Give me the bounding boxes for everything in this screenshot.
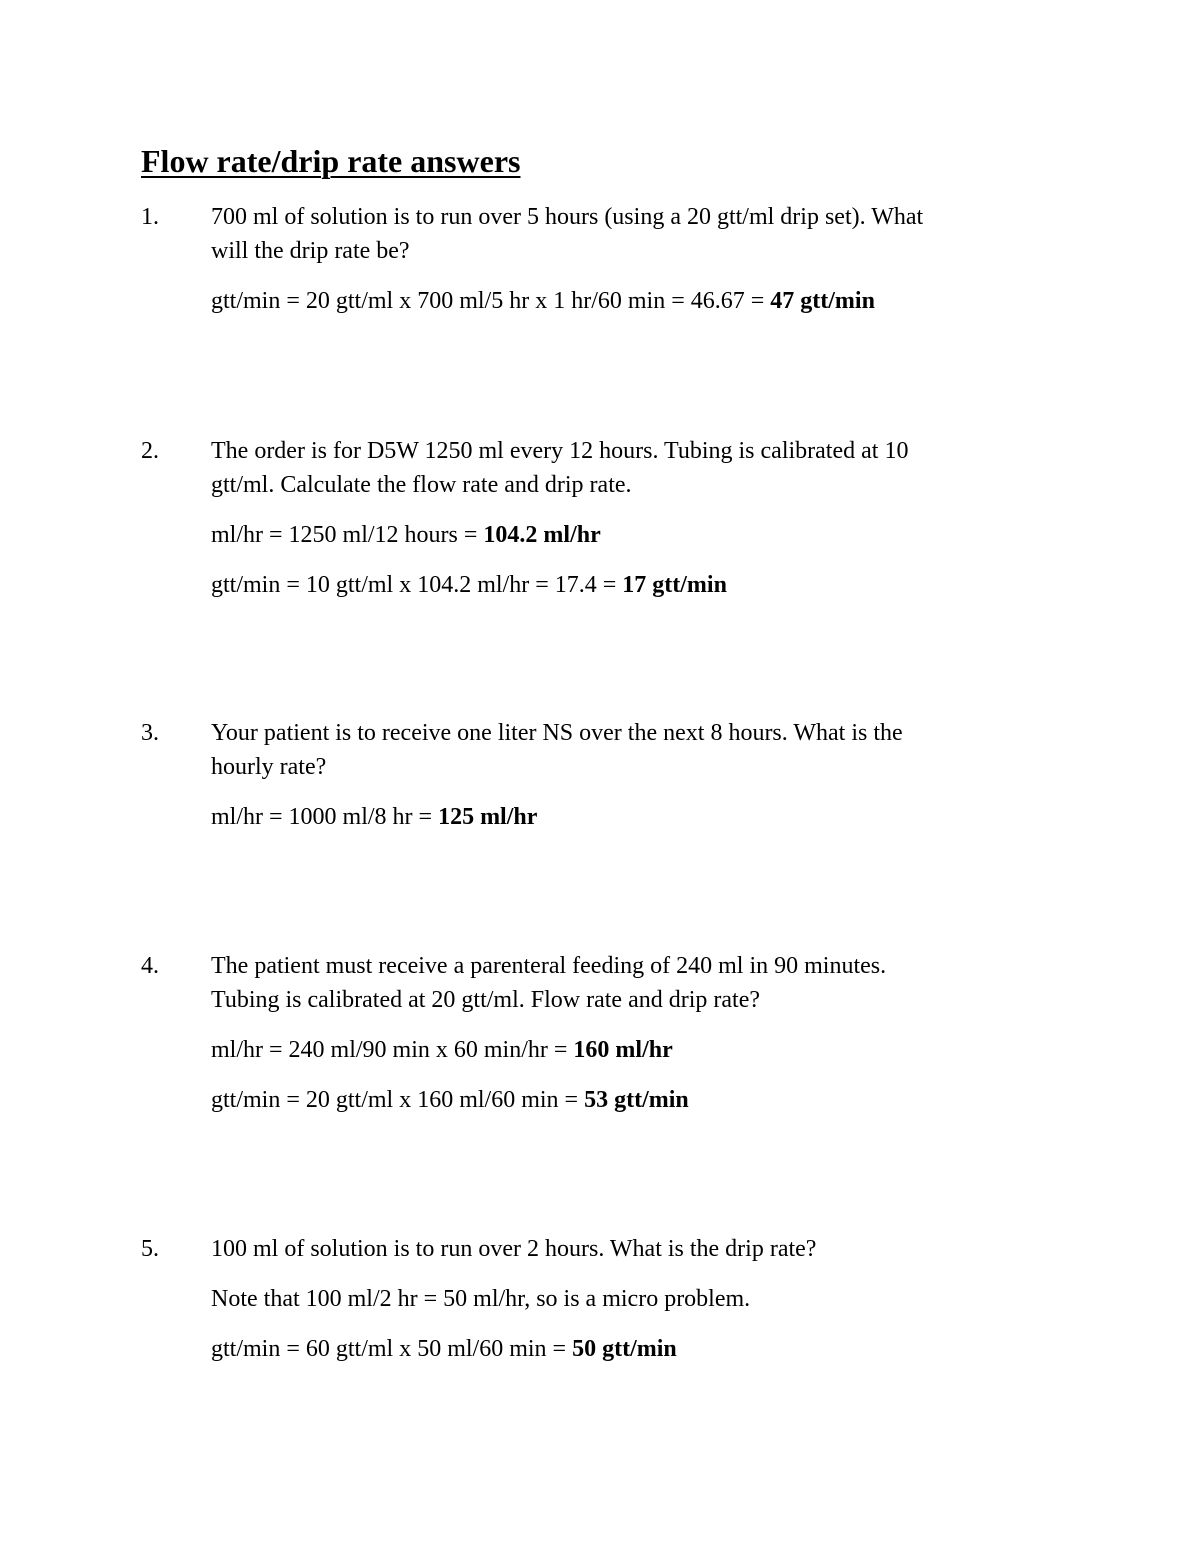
- solution-note: [211, 1282, 1041, 1316]
- problem-4: [141, 949, 1041, 1117]
- problem-question: The order is for D5W 1250 ml every 12 hours. Tubing is calibrated at 10 gtt/ml. Calculate the flow rate and drip rate.: [211, 438, 909, 498]
- problem-number: 5.: [141, 1236, 159, 1262]
- solution-line: [211, 1332, 1041, 1366]
- problem-1: [141, 200, 1041, 318]
- solution-answer: 17 gtt/min: [622, 572, 727, 598]
- solution-line: [211, 800, 1041, 834]
- solution-work: ml/hr = 1000 ml/8 hr =: [211, 804, 439, 830]
- solution-work: ml/hr = 1250 ml/12 hours =: [211, 522, 484, 548]
- problem-question: Your patient is to receive one liter NS over the next 8 hours. What is the hourly rate?: [211, 720, 903, 780]
- page-title: Flow rate/drip rate answers: [141, 143, 521, 179]
- solution-line: [211, 518, 1041, 552]
- problem-3: [141, 716, 1041, 834]
- problem-question: 700 ml of solution is to run over 5 hours (using a 20 gtt/ml drip set). What will the drip rate be?: [211, 204, 924, 264]
- solution-work: ml/hr = 240 ml/90 min x 60 min/hr =: [211, 1037, 574, 1063]
- solution-answer: 47 gtt/min: [770, 288, 875, 314]
- solution-work: gtt/min = 10 gtt/ml x 104.2 ml/hr = 17.4 =: [211, 572, 623, 598]
- problem-number: 3.: [141, 720, 159, 746]
- problem-number: 1.: [141, 204, 159, 230]
- solution-work: gtt/min = 20 gtt/ml x 700 ml/5 hr x 1 hr/60 min = 46.67 =: [211, 288, 771, 314]
- solution-line: [211, 1083, 1041, 1117]
- solution-answer: 104.2 ml/hr: [483, 522, 601, 548]
- solution-work: gtt/min = 60 gtt/ml x 50 ml/60 min =: [211, 1336, 573, 1362]
- solution-answer: 50 gtt/min: [572, 1336, 677, 1362]
- problem-5: [141, 1232, 1041, 1366]
- problem-question: 100 ml of solution is to run over 2 hours. What is the drip rate?: [211, 1236, 817, 1262]
- solution-line: [211, 568, 1041, 602]
- problem-question: The patient must receive a parenteral feeding of 240 ml in 90 minutes. Tubing is calibrated at 20 gtt/ml. Flow rate and drip rate?: [211, 953, 887, 1013]
- solution-line: [211, 284, 1041, 318]
- problem-2: [141, 434, 1041, 602]
- problem-number: 4.: [141, 953, 159, 979]
- solution-answer: 125 ml/hr: [438, 804, 538, 830]
- solution-line: [211, 1033, 1041, 1067]
- solution-answer: 160 ml/hr: [573, 1037, 673, 1063]
- problem-number: 2.: [141, 438, 159, 464]
- solution-answer: 53 gtt/min: [584, 1087, 689, 1113]
- solution-work: gtt/min = 20 gtt/ml x 160 ml/60 min =: [211, 1087, 585, 1113]
- solution-work: Note that 100 ml/2 hr = 50 ml/hr, so is a micro problem.: [211, 1286, 751, 1312]
